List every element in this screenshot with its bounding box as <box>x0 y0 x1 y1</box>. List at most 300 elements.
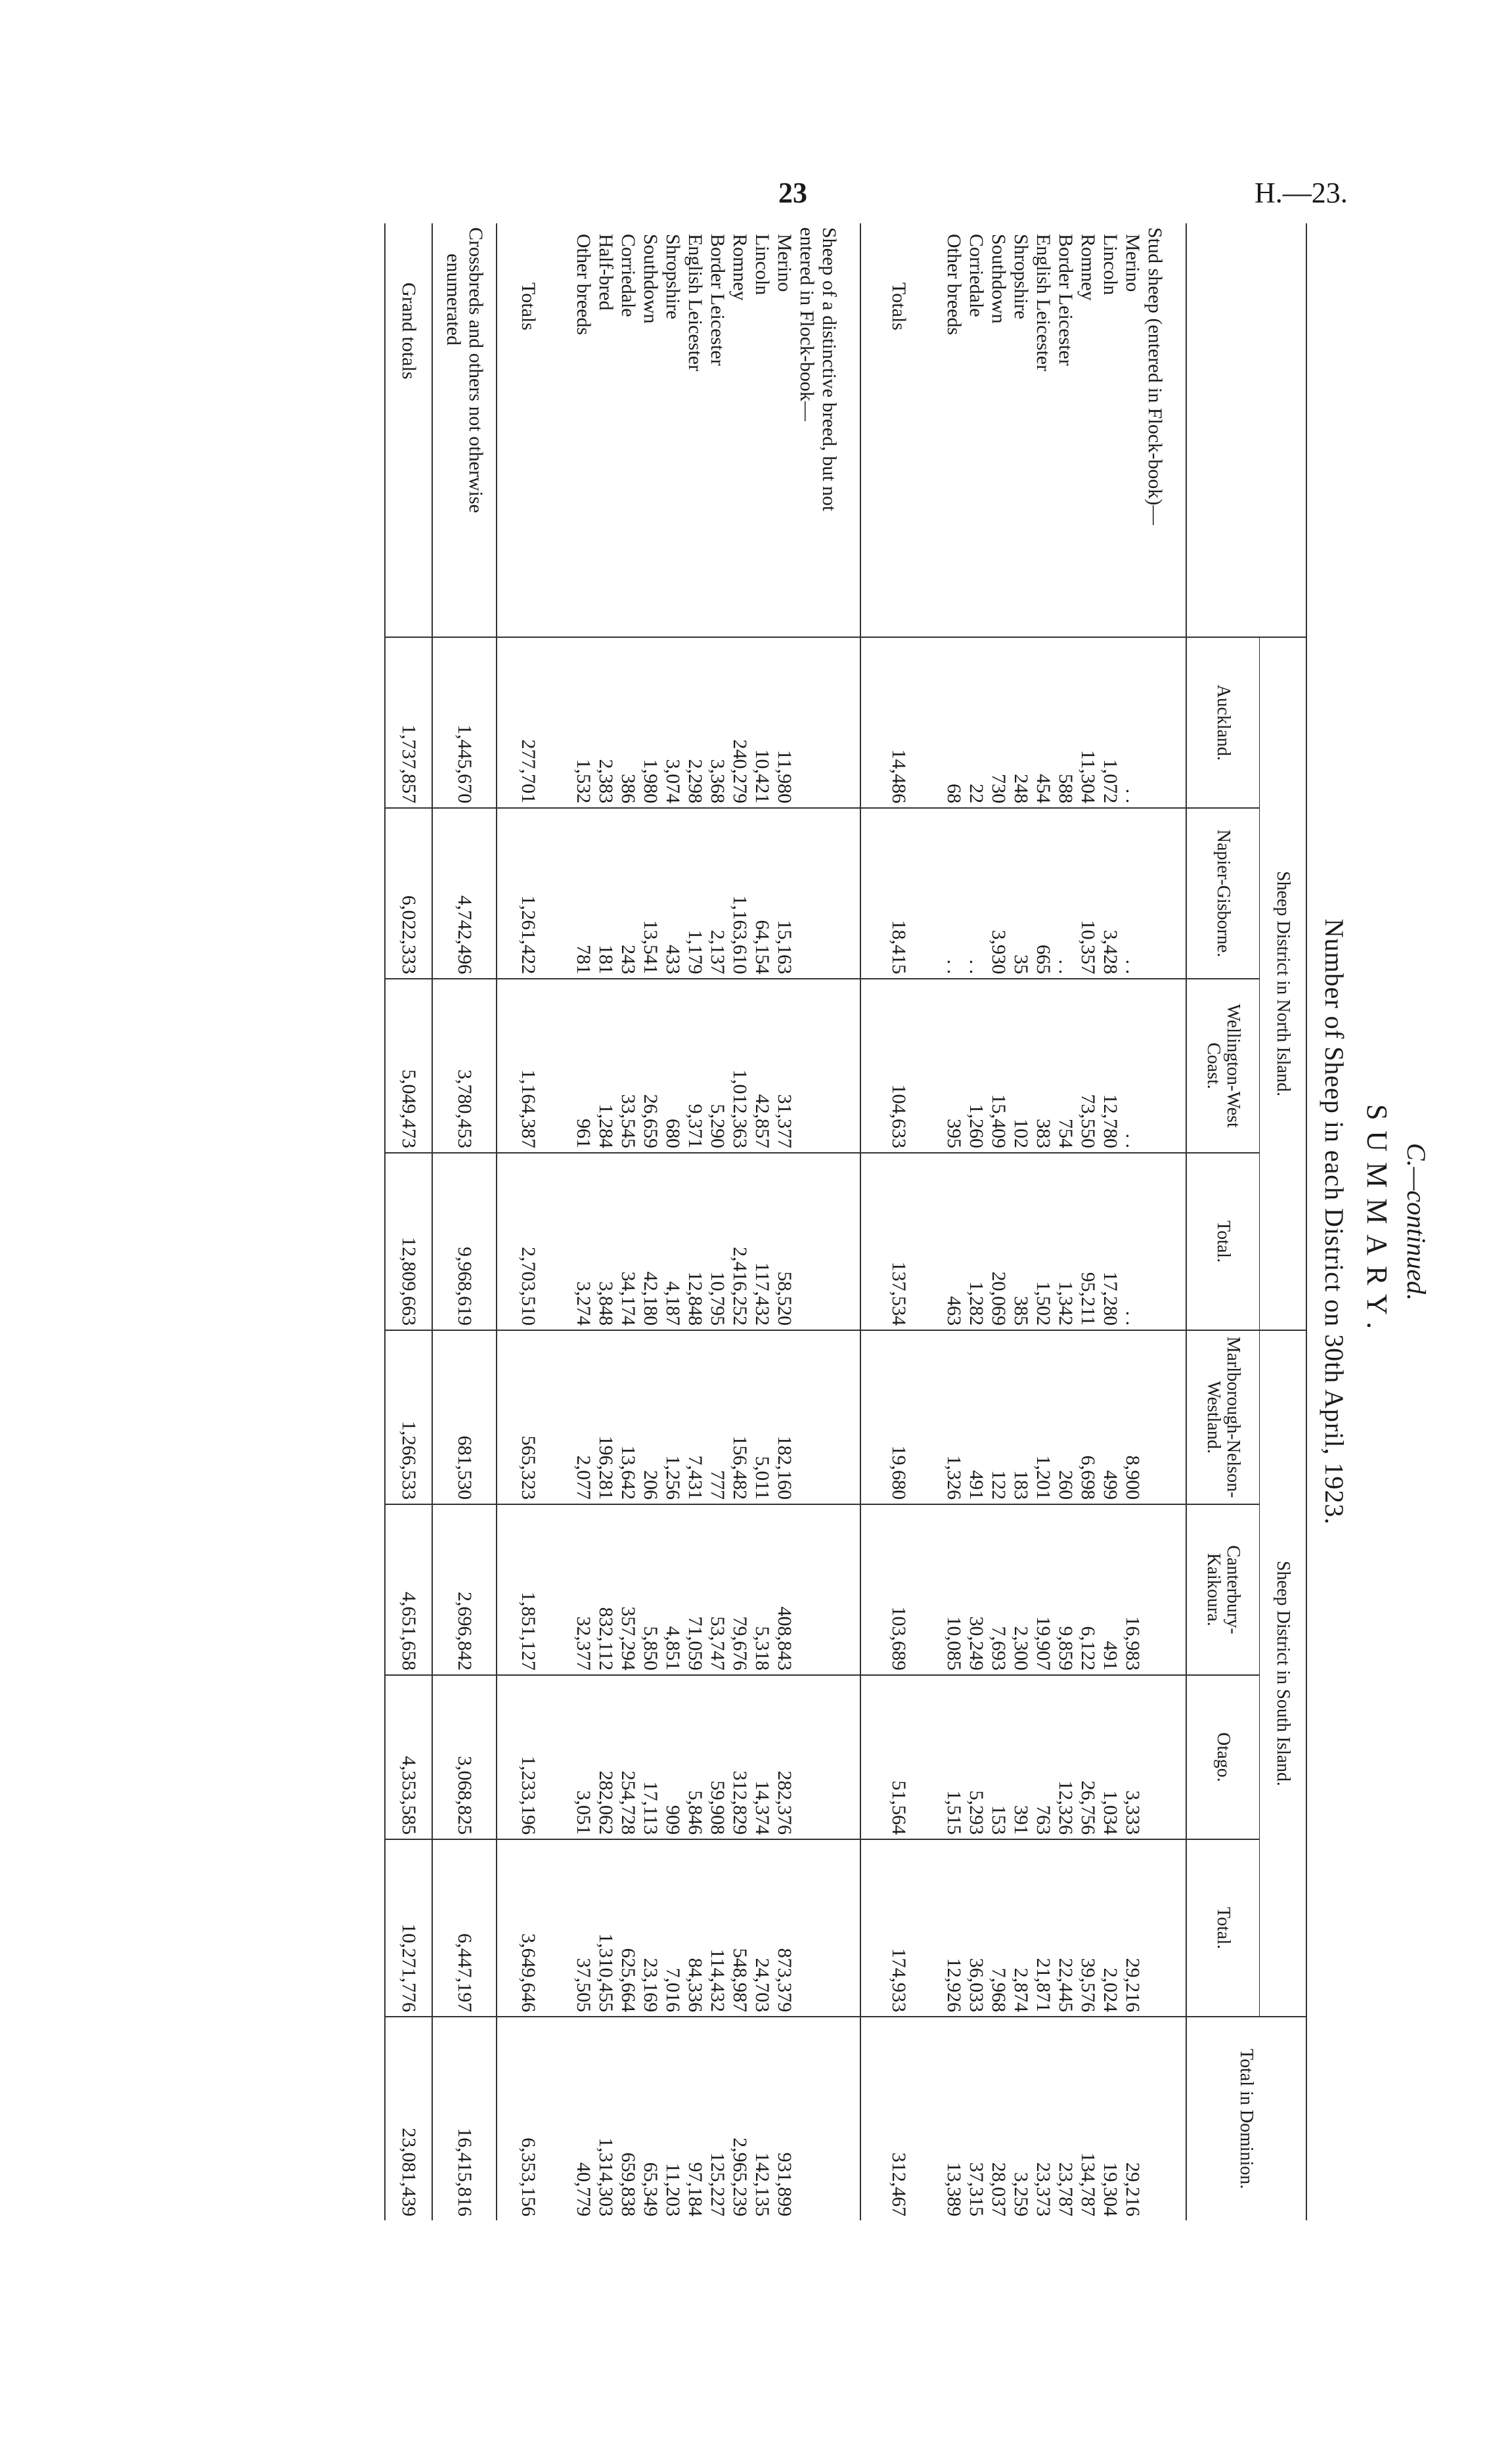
cell-value: 12,926 <box>943 1839 965 2017</box>
cell-value: . . <box>943 808 965 979</box>
spacer-cell <box>1166 1839 1186 2017</box>
spacer-cell <box>539 1504 572 1675</box>
spacer-cell <box>1166 808 1186 979</box>
cell-value: 14,486 <box>887 637 910 808</box>
empty-cell <box>1144 1504 1166 1675</box>
spacer-cell <box>497 808 517 979</box>
crossbreds-label-line: enumerated <box>443 254 464 346</box>
cell-value: 3,848 <box>594 1153 617 1330</box>
cell-value: 681,530 <box>432 1330 497 1504</box>
row-label: Corriedale <box>617 234 639 317</box>
cell-value: 64,154 <box>751 808 773 979</box>
spacer-cell <box>860 979 887 1153</box>
distinctive-row <box>572 223 594 2220</box>
empty-cell <box>818 808 840 979</box>
spacer-cell <box>539 1839 572 2017</box>
cell-value: 58,520 <box>773 1153 795 1330</box>
cell-value: 1,515 <box>943 1675 965 1839</box>
cell-value: 9,968,619 <box>432 1153 497 1330</box>
distinctive-totals-row <box>517 223 539 2220</box>
spacer-cell <box>1166 637 1186 808</box>
cell-value: 1,034 <box>1099 1675 1121 1839</box>
spacer-row <box>1166 223 1186 2220</box>
spacer-cell <box>840 979 860 1153</box>
spacer-cell <box>539 1153 572 1330</box>
stud-row <box>1032 223 1054 2220</box>
spacer-cell <box>497 1504 517 1675</box>
empty-cell <box>818 2017 840 2220</box>
spacer-cell <box>497 979 517 1153</box>
header-south-island: Sheep District in South Island. <box>1260 1330 1307 2017</box>
cell-value: 282,062 <box>594 1675 617 1839</box>
cell-value: 10,421 <box>751 637 773 808</box>
cell-value: 97,184 <box>684 2017 706 2220</box>
cell-value: 79,676 <box>728 1504 751 1675</box>
cell-value: 23,373 <box>1032 2017 1054 2220</box>
cell-value: 40,779 <box>572 2017 594 2220</box>
cell-value: 2,298 <box>684 637 706 808</box>
cell-value: 134,787 <box>1077 2017 1099 2220</box>
header-wellington-west-coast: Wellington-West Coast. <box>1186 979 1260 1153</box>
cell-value: 243 <box>617 808 639 979</box>
spacer-row <box>539 223 572 2220</box>
cell-value: 5,846 <box>684 1675 706 1839</box>
sheep-summary-table <box>384 223 1307 2220</box>
cell-value: 248 <box>1010 637 1032 808</box>
cell-value: 13,642 <box>617 1330 639 1504</box>
distinctive-row <box>661 223 684 2220</box>
row-label: Other breeds <box>573 234 594 336</box>
cell-value: 240,279 <box>728 637 751 808</box>
cell-value: 1,284 <box>594 979 617 1153</box>
header-total-north: Total. <box>1186 1153 1260 1330</box>
spacer-cell <box>860 1504 887 1675</box>
cell-value: 14,374 <box>751 1675 773 1839</box>
spacer-cell <box>910 2017 943 2220</box>
cell-value: 3,051 <box>572 1675 594 1839</box>
row-label: Romney <box>1077 234 1099 301</box>
spacer-row <box>840 223 860 2220</box>
cell-value: 19,680 <box>887 1330 910 1504</box>
spacer-cell <box>840 808 860 979</box>
cell-value: 3,333 <box>1121 1675 1144 1839</box>
cell-value: 2,416,252 <box>728 1153 751 1330</box>
spacer-cell <box>1166 979 1186 1153</box>
cell-value: 84,336 <box>684 1839 706 2017</box>
empty-cell <box>795 1330 818 1504</box>
cell-value: 3,074 <box>661 637 684 808</box>
cell-value: 10,795 <box>706 1153 728 1330</box>
spacer-row <box>910 223 943 2220</box>
cell-value: 1,266,533 <box>385 1330 432 1504</box>
spacer-cell <box>860 1839 887 2017</box>
cell-value: 2,300 <box>1010 1504 1032 1675</box>
empty-cell <box>795 1675 818 1839</box>
cell-value: 23,081,439 <box>385 2017 432 2220</box>
cell-value: 2,696,842 <box>432 1504 497 1675</box>
cell-value: 65,349 <box>639 2017 661 2220</box>
spacer-cell <box>1166 1675 1186 1839</box>
cell-value: 6,447,197 <box>432 1839 497 2017</box>
cell-value: 1,502 <box>1032 1153 1054 1330</box>
header-blank-cell <box>1186 223 1306 637</box>
table-title: Number of Sheep in each District on 30th April, 1923. <box>1320 918 1349 1525</box>
empty-cell <box>818 1504 840 1675</box>
stud-row <box>1099 223 1121 2220</box>
cell-value: 51,564 <box>887 1675 910 1839</box>
cell-value: 1,445,670 <box>432 637 497 808</box>
cell-value: 548,987 <box>728 1839 751 2017</box>
row-label: Lincoln <box>751 234 773 296</box>
spacer-cell <box>840 1675 860 1839</box>
empty-cell <box>818 1153 840 1330</box>
cell-value: 95,211 <box>1077 1153 1099 1330</box>
row-label: Grand totals <box>398 282 420 380</box>
header-auckland: Auckland. <box>1186 637 1260 808</box>
cell-value: 23,169 <box>639 1839 661 2017</box>
cell-value: 7,431 <box>684 1330 706 1504</box>
spacer-cell <box>840 1330 860 1504</box>
spacer-cell <box>497 223 517 637</box>
section-heading: Stud sheep (entered in Flock-book)— <box>1144 227 1166 526</box>
stud-row <box>987 223 1010 2220</box>
stud-row <box>943 223 965 2220</box>
crossbreds-label-line: Crossbreds and others not otherwise <box>465 227 487 513</box>
cell-value: 29,216 <box>1121 2017 1144 2220</box>
cell-value: 24,703 <box>751 1839 773 2017</box>
spacer-cell <box>1166 1504 1186 1675</box>
cell-value: 1,163,610 <box>728 808 751 979</box>
cell-value: 53,747 <box>706 1504 728 1675</box>
spacer-cell <box>497 637 517 808</box>
cell-value: 22,445 <box>1054 1839 1077 2017</box>
cell-value: 22 <box>965 637 987 808</box>
document-reference: H.—23. <box>1255 177 1348 209</box>
empty-cell <box>818 637 840 808</box>
cell-value: 408,843 <box>773 1504 795 1675</box>
spacer-cell <box>910 1504 943 1675</box>
header-napier-gisborne: Napier-Gisborne. <box>1186 808 1260 979</box>
cell-value: 122 <box>987 1330 1010 1504</box>
empty-cell <box>818 1839 840 2017</box>
row-label: Border Leicester <box>1055 234 1077 366</box>
spacer-cell <box>910 223 943 637</box>
cell-value: 659,838 <box>617 2017 639 2220</box>
cell-value: 13,389 <box>943 2017 965 2220</box>
cell-value: 1,164,387 <box>517 979 539 1153</box>
cell-value: 4,851 <box>661 1504 684 1675</box>
cell-value: 12,326 <box>1054 1675 1077 1839</box>
distinctive-row <box>706 223 728 2220</box>
cell-value: 1,310,455 <box>594 1839 617 2017</box>
cell-value: 8,900 <box>1121 1330 1144 1504</box>
cell-value: 730 <box>987 637 1010 808</box>
cell-value: 3,368 <box>706 637 728 808</box>
cell-value: 206 <box>639 1330 661 1504</box>
stud-row <box>965 223 987 2220</box>
row-label <box>432 223 497 637</box>
empty-cell <box>795 2017 818 2220</box>
row-label: Lincoln <box>1100 234 1121 296</box>
spacer-cell <box>860 1675 887 1839</box>
grand-totals-row <box>385 223 432 2220</box>
section-heading-row <box>1144 223 1166 2220</box>
cell-value: 931,899 <box>773 2017 795 2220</box>
cell-value: 73,550 <box>1077 979 1099 1153</box>
spacer-cell <box>860 223 887 637</box>
cell-value: 3,259 <box>1010 2017 1032 2220</box>
cell-value: 391 <box>1010 1675 1032 1839</box>
cell-value: 5,318 <box>751 1504 773 1675</box>
spacer-cell <box>840 1839 860 2017</box>
cell-value: 777 <box>706 1330 728 1504</box>
cell-value: 260 <box>1054 1330 1077 1504</box>
cell-value: 909 <box>661 1675 684 1839</box>
distinctive-row <box>773 223 795 2220</box>
cell-value: 491 <box>965 1330 987 1504</box>
spacer-cell <box>910 1839 943 2017</box>
header-total-dominion: Total in Dominion. <box>1186 2017 1306 2220</box>
cell-value: 37,315 <box>965 2017 987 2220</box>
stud-row <box>1077 223 1099 2220</box>
empty-cell <box>795 808 818 979</box>
spacer-cell <box>840 223 860 637</box>
page-number: 23 <box>778 177 807 209</box>
cell-value: 1,072 <box>1099 637 1121 808</box>
spacer-cell <box>860 1330 887 1504</box>
cell-value: 832,112 <box>594 1504 617 1675</box>
cell-value: 357,294 <box>617 1504 639 1675</box>
spacer-cell <box>539 223 572 637</box>
cell-value: 282,376 <box>773 1675 795 1839</box>
cell-value: 1,233,196 <box>517 1675 539 1839</box>
distinctive-row <box>728 223 751 2220</box>
cell-value: 763 <box>1032 1675 1054 1839</box>
row-label: Romney <box>729 234 751 301</box>
cell-value: 6,122 <box>1077 1504 1099 1675</box>
distinctive-row <box>639 223 661 2220</box>
cell-value: 16,415,816 <box>432 2017 497 2220</box>
spacer-cell <box>910 637 943 808</box>
spacer-cell <box>497 2017 517 2220</box>
spacer-cell <box>497 1330 517 1504</box>
section-heading: entered in Flock-book— <box>796 227 818 421</box>
spacer-cell <box>910 1153 943 1330</box>
spacer-cell <box>860 808 887 979</box>
cell-value: 26,659 <box>639 979 661 1153</box>
cell-value: 174,933 <box>887 1839 910 2017</box>
continued-heading: C.—continued. <box>1402 1143 1431 1301</box>
cell-value: 1,851,127 <box>517 1504 539 1675</box>
cell-value: 114,432 <box>706 1839 728 2017</box>
cell-value: 26,756 <box>1077 1675 1099 1839</box>
cell-value: 13,541 <box>639 808 661 979</box>
cell-value: 1,179 <box>684 808 706 979</box>
cell-value: 181 <box>594 808 617 979</box>
cell-value: 30,249 <box>965 1504 987 1675</box>
cell-value: 754 <box>1054 979 1077 1153</box>
empty-cell <box>818 1330 840 1504</box>
spacer-cell <box>539 1675 572 1839</box>
cell-value: 665 <box>1032 808 1054 979</box>
header-total-south: Total. <box>1186 1839 1260 2017</box>
row-label: Shropshire <box>662 234 684 319</box>
cell-value: 3,780,453 <box>432 979 497 1153</box>
cell-value: 11,304 <box>1077 637 1099 808</box>
cell-value: 33,545 <box>617 979 639 1153</box>
cell-value: 6,022,333 <box>385 808 432 979</box>
empty-cell <box>795 1504 818 1675</box>
cell-value: 463 <box>943 1153 965 1330</box>
cell-value: 15,163 <box>773 808 795 979</box>
cell-value: 1,282 <box>965 1153 987 1330</box>
row-label: English Leicester <box>1033 234 1054 372</box>
cell-value: 183 <box>1010 1330 1032 1504</box>
cell-value: 1,342 <box>1054 1153 1077 1330</box>
spacer-cell <box>860 2017 887 2220</box>
spacer-cell <box>497 1153 517 1330</box>
cell-value: 1,314,303 <box>594 2017 617 2220</box>
spacer-cell <box>539 637 572 808</box>
section-heading-row <box>795 223 818 2220</box>
cell-value: 454 <box>1032 637 1054 808</box>
empty-cell <box>795 637 818 808</box>
stud-row <box>1121 223 1144 2220</box>
cell-value: 386 <box>617 637 639 808</box>
cell-value: . . <box>965 808 987 979</box>
row-label: Southdown <box>988 234 1010 324</box>
cell-value: 103,689 <box>887 1504 910 1675</box>
empty-cell <box>1144 1330 1166 1504</box>
row-label: Half-bred <box>595 234 617 311</box>
cell-value: 2,077 <box>572 1330 594 1504</box>
cell-value: 312,829 <box>728 1675 751 1839</box>
empty-cell <box>1144 637 1166 808</box>
cell-value: 433 <box>661 808 684 979</box>
stud-totals-row <box>887 223 910 2220</box>
cell-value: 7,968 <box>987 1839 1010 2017</box>
cell-value: 1,980 <box>639 637 661 808</box>
cell-value: 254,728 <box>617 1675 639 1839</box>
cell-value: . . <box>1121 637 1144 808</box>
cell-value: 29,216 <box>1121 1839 1144 2017</box>
cell-value: 42,180 <box>639 1153 661 1330</box>
cell-value: 20,069 <box>987 1153 1010 1330</box>
cell-value: 39,576 <box>1077 1839 1099 2017</box>
cell-value: 28,037 <box>987 2017 1010 2220</box>
cell-value: 383 <box>1032 979 1054 1153</box>
empty-cell <box>1144 808 1166 979</box>
row-label: Southdown <box>640 234 661 324</box>
empty-cell <box>818 1675 840 1839</box>
crossbreds-row <box>432 223 497 2220</box>
cell-value: 5,049,473 <box>385 979 432 1153</box>
spacer-row <box>860 223 887 2220</box>
stud-row <box>1054 223 1077 2220</box>
cell-value: 32,377 <box>572 1504 594 1675</box>
cell-value: 196,281 <box>594 1330 617 1504</box>
spacer-cell <box>497 1839 517 2017</box>
cell-value: 102 <box>1010 979 1032 1153</box>
header-north-island: Sheep District in North Island. <box>1260 637 1307 1330</box>
cell-value: 15,409 <box>987 979 1010 1153</box>
spacer-cell <box>910 1675 943 1839</box>
cell-value: 3,274 <box>572 1153 594 1330</box>
spacer-cell <box>1166 2017 1186 2220</box>
row-label: Corriedale <box>966 234 987 317</box>
summary-heading: SUMMARY. <box>1361 1104 1393 1340</box>
cell-value: 4,353,585 <box>385 1675 432 1839</box>
cell-value: 499 <box>1099 1330 1121 1504</box>
cell-value: 17,113 <box>639 1675 661 1839</box>
spacer-cell <box>497 1675 517 1839</box>
cell-value: 10,085 <box>943 1504 965 1675</box>
cell-value: 2,703,510 <box>517 1153 539 1330</box>
cell-value: 4,651,658 <box>385 1504 432 1675</box>
cell-value: 1,261,422 <box>517 808 539 979</box>
cell-value: 3,930 <box>987 808 1010 979</box>
cell-value: 19,304 <box>1099 2017 1121 2220</box>
cell-value: 125,227 <box>706 2017 728 2220</box>
cell-value: 104,633 <box>887 979 910 1153</box>
cell-value: 312,467 <box>887 2017 910 2220</box>
table-body <box>385 223 1186 2220</box>
cell-value: 873,379 <box>773 1839 795 2017</box>
spacer-cell <box>1166 223 1186 637</box>
empty-cell <box>1144 2017 1166 2220</box>
cell-value: 2,874 <box>1010 1839 1032 2017</box>
cell-value: 42,857 <box>751 979 773 1153</box>
cell-value: 137,534 <box>887 1153 910 1330</box>
header-canterbury-kaikoura: Canterbury-Kaikoura. <box>1186 1504 1260 1675</box>
cell-value: 961 <box>572 979 594 1153</box>
cell-value: 11,980 <box>773 637 795 808</box>
cell-value: 5,011 <box>751 1330 773 1504</box>
cell-value: 12,780 <box>1099 979 1121 1153</box>
cell-value: 6,698 <box>1077 1330 1099 1504</box>
cell-value: 7,693 <box>987 1504 1010 1675</box>
empty-cell <box>795 1153 818 1330</box>
empty-cell <box>1144 979 1166 1153</box>
cell-value: . . <box>1121 1153 1144 1330</box>
cell-value: 1,256 <box>661 1330 684 1504</box>
cell-value: 5,290 <box>706 979 728 1153</box>
cell-value: 4,187 <box>661 1153 684 1330</box>
cell-value: 3,649,646 <box>517 1839 539 2017</box>
spacer-cell <box>539 808 572 979</box>
cell-value: 156,482 <box>728 1330 751 1504</box>
cell-value: 71,059 <box>684 1504 706 1675</box>
spacer-cell <box>910 1330 943 1504</box>
cell-value: 3,428 <box>1099 808 1121 979</box>
header-otago: Otago. <box>1186 1675 1260 1839</box>
cell-value: 781 <box>572 808 594 979</box>
row-label: Totals <box>888 282 910 330</box>
cell-value: 12,848 <box>684 1153 706 1330</box>
cell-value: 1,532 <box>572 637 594 808</box>
cell-value: 117,432 <box>751 1153 773 1330</box>
cell-value: 1,260 <box>965 979 987 1153</box>
cell-value: 385 <box>1010 1153 1032 1330</box>
cell-value: 625,664 <box>617 1839 639 2017</box>
cell-value: 9,371 <box>684 979 706 1153</box>
cell-value: 277,701 <box>517 637 539 808</box>
cell-value: . . <box>1054 808 1077 979</box>
cell-value: 7,016 <box>661 1839 684 2017</box>
cell-value: 10,357 <box>1077 808 1099 979</box>
row-label: Border Leicester <box>707 234 728 366</box>
spacer-cell <box>840 2017 860 2220</box>
